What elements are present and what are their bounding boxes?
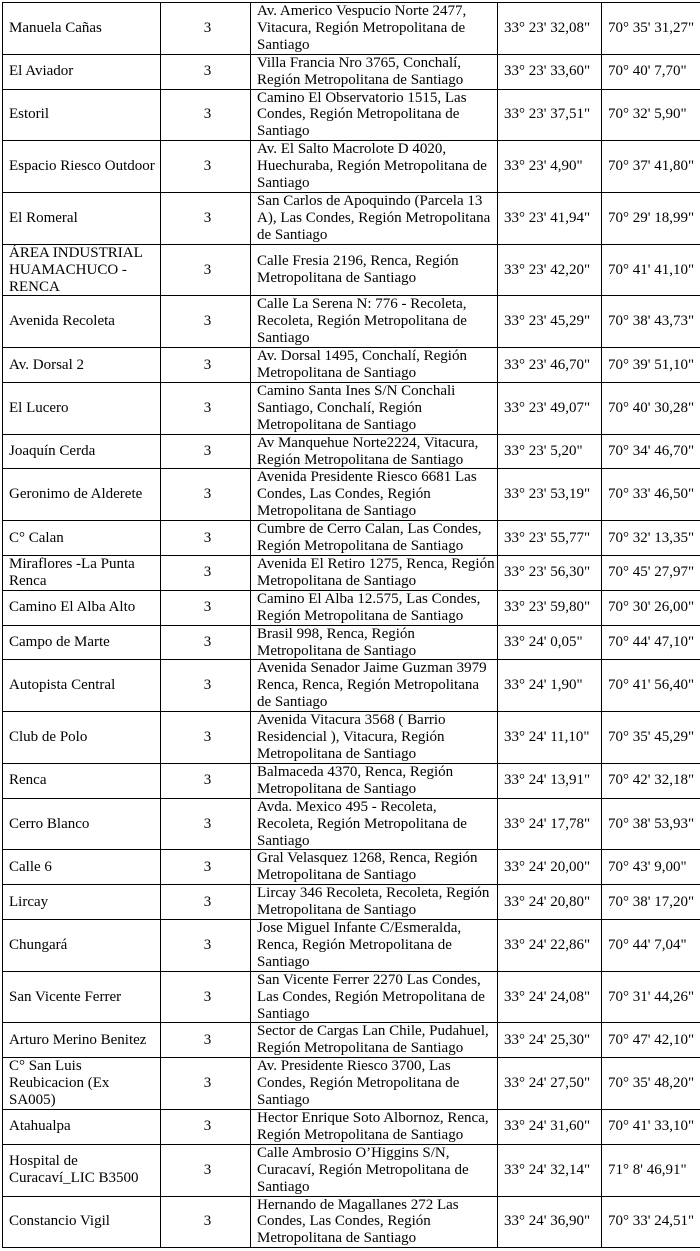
location-row [3,296,700,348]
latitude-cell: 33° 24' 1,90" [498,660,602,712]
site-name-cell: Club de Polo [3,712,161,764]
latitude-cell: 33° 24' 31,60" [498,1110,602,1145]
count-cell: 3 [161,625,251,660]
latitude-cell: 33° 23' 5,20" [498,434,602,469]
count-cell: 3 [161,971,251,1023]
latitude-cell: 33° 24' 11,10" [498,712,602,764]
longitude-cell: 70° 35' 45,29" [602,712,700,764]
count-cell: 3 [161,54,251,89]
longitude-cell: 70° 45' 27,97" [602,556,700,591]
longitude-cell: 70° 35' 31,27" [602,3,700,55]
address-cell: Avenida Senador Jaime Guzman 3979 Renca, Renca, Región Metropolitana de Santiago [251,660,498,712]
site-name-cell: Campo de Marte [3,625,161,660]
latitude-cell: 33° 23' 56,30" [498,556,602,591]
address-cell: Av. Americo Vespucio Norte 2477, Vitacura, Región Metropolitana de Santiago [251,3,498,55]
site-name-cell: Av. Dorsal 2 [3,348,161,383]
count-cell: 3 [161,141,251,193]
address-cell: San Vicente Ferrer 2270 Las Condes, Las Condes, Región Metropolitana de Santiago [251,971,498,1023]
count-cell: 3 [161,1144,251,1196]
site-name-cell: Estoril [3,89,161,141]
address-cell: Av. Dorsal 1495, Conchalí, Región Metropolitana de Santiago [251,348,498,383]
location-row [3,3,700,55]
address-cell: Calle La Serena N: 776 - Recoleta, Recoleta, Región Metropolitana de Santiago [251,296,498,348]
location-row [3,1023,700,1058]
location-row [3,54,700,89]
location-row [3,1110,700,1145]
location-row [3,469,700,521]
location-row [3,712,700,764]
site-name-cell: Avenida Recoleta [3,296,161,348]
latitude-cell: 33° 24' 32,14" [498,1144,602,1196]
count-cell: 3 [161,521,251,556]
address-cell: Av. El Salto Macrolote D 4020, Huechuraba, Región Metropolitana de Santiago [251,141,498,193]
site-name-cell: Camino El Alba Alto [3,590,161,625]
address-cell: Villa Francia Nro 3765, Conchalí, Región Metropolitana de Santiago [251,54,498,89]
address-cell: Avenida Vitacura 3568 ( Barrio Residencial ), Vitacura, Región Metropolitana de Santiago [251,712,498,764]
location-row [3,590,700,625]
longitude-cell: 70° 33' 24,51" [602,1196,700,1248]
count-cell: 3 [161,660,251,712]
latitude-cell: 33° 23' 42,20" [498,244,602,296]
address-cell: Brasil 998, Renca, Región Metropolitana de Santiago [251,625,498,660]
longitude-cell: 70° 34' 46,70" [602,434,700,469]
longitude-cell: 70° 47' 42,10" [602,1023,700,1058]
address-cell: Jose Miguel Infante C/Esmeralda, Renca, Región Metropolitana de Santiago [251,920,498,972]
count-cell: 3 [161,244,251,296]
locations-table [2,2,700,1248]
address-cell: Sector de Cargas Lan Chile, Pudahuel, Región Metropolitana de Santiago [251,1023,498,1058]
latitude-cell: 33° 23' 37,51" [498,89,602,141]
count-cell: 3 [161,89,251,141]
site-name-cell: Lircay [3,885,161,920]
address-cell: Hernando de Magallanes 272 Las Condes, Las Condes, Región Metropolitana de Santiago [251,1196,498,1248]
location-row [3,521,700,556]
site-name-cell: Espacio Riesco Outdoor [3,141,161,193]
latitude-cell: 33° 24' 27,50" [498,1058,602,1110]
latitude-cell: 33° 23' 32,08" [498,3,602,55]
site-name-cell: Atahualpa [3,1110,161,1145]
count-cell: 3 [161,798,251,850]
longitude-cell: 70° 38' 43,73" [602,296,700,348]
count-cell: 3 [161,1023,251,1058]
latitude-cell: 33° 24' 17,78" [498,798,602,850]
count-cell: 3 [161,1110,251,1145]
count-cell: 3 [161,885,251,920]
count-cell: 3 [161,712,251,764]
longitude-cell: 70° 37' 41,80" [602,141,700,193]
longitude-cell: 70° 29' 18,99" [602,192,700,244]
latitude-cell: 33° 23' 53,19" [498,469,602,521]
address-cell: Cumbre de Cerro Calan, Las Condes, Región Metropolitana de Santiago [251,521,498,556]
address-cell: Gral Velasquez 1268, Renca, Región Metropolitana de Santiago [251,850,498,885]
longitude-cell: 70° 39' 51,10" [602,348,700,383]
latitude-cell: 33° 23' 55,77" [498,521,602,556]
latitude-cell: 33° 24' 0,05" [498,625,602,660]
location-row [3,763,700,798]
address-cell: Av Manquehue Norte2224, Vitacura, Región Metropolitana de Santiago [251,434,498,469]
location-row [3,89,700,141]
location-row [3,1196,700,1248]
longitude-cell: 70° 40' 30,28" [602,382,700,434]
location-row [3,434,700,469]
longitude-cell: 70° 38' 53,93" [602,798,700,850]
longitude-cell: 70° 31' 44,26" [602,971,700,1023]
longitude-cell: 70° 30' 26,00" [602,590,700,625]
count-cell: 3 [161,590,251,625]
longitude-cell: 70° 41' 56,40" [602,660,700,712]
site-name-cell: Constancio Vigil [3,1196,161,1248]
count-cell: 3 [161,763,251,798]
location-row [3,382,700,434]
address-cell: Avenida El Retiro 1275, Renca, Región Metropolitana de Santiago [251,556,498,591]
location-row [3,660,700,712]
count-cell: 3 [161,348,251,383]
count-cell: 3 [161,469,251,521]
latitude-cell: 33° 24' 25,30" [498,1023,602,1058]
longitude-cell: 70° 33' 46,50" [602,469,700,521]
address-cell: Avenida Presidente Riesco 6681 Las Condes, Las Condes, Región Metropolitana de Santiago [251,469,498,521]
address-cell: San Carlos de Apoquindo (Parcela 13 A), Las Condes, Región Metropolitana de Santiago [251,192,498,244]
address-cell: Av. Presidente Riesco 3700, Las Condes, Región Metropolitana de Santiago [251,1058,498,1110]
latitude-cell: 33° 23' 41,94" [498,192,602,244]
site-name-cell: El Lucero [3,382,161,434]
address-cell: Camino El Observatorio 1515, Las Condes, Región Metropolitana de Santiago [251,89,498,141]
site-name-cell: El Aviador [3,54,161,89]
site-name-cell: Geronimo de Alderete [3,469,161,521]
latitude-cell: 33° 23' 4,90" [498,141,602,193]
count-cell: 3 [161,556,251,591]
latitude-cell: 33° 24' 22,86" [498,920,602,972]
site-name-cell: C° San Luis Reubicacion (Ex SA005) [3,1058,161,1110]
longitude-cell: 70° 44' 7,04" [602,920,700,972]
longitude-cell: 70° 43' 9,00" [602,850,700,885]
site-name-cell: Hospital de Curacaví_LIC B3500 [3,1144,161,1196]
latitude-cell: 33° 24' 20,80" [498,885,602,920]
latitude-cell: 33° 23' 46,70" [498,348,602,383]
address-cell: Balmaceda 4370, Renca, Región Metropolitana de Santiago [251,763,498,798]
location-row [3,885,700,920]
site-name-cell: Chungará [3,920,161,972]
site-name-cell: Miraflores -La Punta Renca [3,556,161,591]
location-row [3,625,700,660]
site-name-cell: Calle 6 [3,850,161,885]
location-row [3,850,700,885]
latitude-cell: 33° 24' 13,91" [498,763,602,798]
site-name-cell: Manuela Cañas [3,3,161,55]
site-name-cell: El Romeral [3,192,161,244]
site-name-cell: Renca [3,763,161,798]
site-name-cell: San Vicente Ferrer [3,971,161,1023]
site-name-cell: Arturo Merino Benitez [3,1023,161,1058]
count-cell: 3 [161,382,251,434]
address-cell: Camino Santa Ines S/N Conchali Santiago, Conchalí, Región Metropolitana de Santiago [251,382,498,434]
latitude-cell: 33° 23' 59,80" [498,590,602,625]
location-row [3,244,700,296]
location-row [3,141,700,193]
count-cell: 3 [161,434,251,469]
count-cell: 3 [161,920,251,972]
site-name-cell: Cerro Blanco [3,798,161,850]
latitude-cell: 33° 24' 36,90" [498,1196,602,1248]
longitude-cell: 70° 35' 48,20" [602,1058,700,1110]
address-cell: Lircay 346 Recoleta, Recoleta, Región Metropolitana de Santiago [251,885,498,920]
longitude-cell: 70° 32' 13,35" [602,521,700,556]
longitude-cell: 70° 41' 33,10" [602,1110,700,1145]
longitude-cell: 70° 38' 17,20" [602,885,700,920]
latitude-cell: 33° 23' 33,60" [498,54,602,89]
address-cell: Calle Fresia 2196, Renca, Región Metropolitana de Santiago [251,244,498,296]
location-row [3,1058,700,1110]
location-row [3,920,700,972]
location-row [3,192,700,244]
latitude-cell: 33° 23' 49,07" [498,382,602,434]
location-row [3,971,700,1023]
address-cell: Hector Enrique Soto Albornoz, Renca, Región Metropolitana de Santiago [251,1110,498,1145]
longitude-cell: 70° 44' 47,10" [602,625,700,660]
site-name-cell: ÁREA INDUSTRIAL HUAMACHUCO - RENCA [3,244,161,296]
location-row [3,798,700,850]
count-cell: 3 [161,850,251,885]
longitude-cell: 70° 32' 5,90" [602,89,700,141]
latitude-cell: 33° 23' 45,29" [498,296,602,348]
site-name-cell: Autopista Central [3,660,161,712]
latitude-cell: 33° 24' 20,00" [498,850,602,885]
count-cell: 3 [161,1196,251,1248]
location-row [3,1144,700,1196]
count-cell: 3 [161,3,251,55]
count-cell: 3 [161,192,251,244]
latitude-cell: 33° 24' 24,08" [498,971,602,1023]
locations-table-body [3,3,700,1248]
longitude-cell: 70° 42' 32,18" [602,763,700,798]
longitude-cell: 70° 40' 7,70" [602,54,700,89]
longitude-cell: 71° 8' 46,91" [602,1144,700,1196]
longitude-cell: 70° 41' 41,10" [602,244,700,296]
count-cell: 3 [161,296,251,348]
site-name-cell: Joaquín Cerda [3,434,161,469]
site-name-cell: C° Calan [3,521,161,556]
address-cell: Avda. Mexico 495 - Recoleta, Recoleta, Región Metropolitana de Santiago [251,798,498,850]
count-cell: 3 [161,1058,251,1110]
location-row [3,348,700,383]
address-cell: Calle Ambrosio O’Higgins S/N, Curacaví, Región Metropolitana de Santiago [251,1144,498,1196]
address-cell: Camino El Alba 12.575, Las Condes, Región Metropolitana de Santiago [251,590,498,625]
location-row [3,556,700,591]
